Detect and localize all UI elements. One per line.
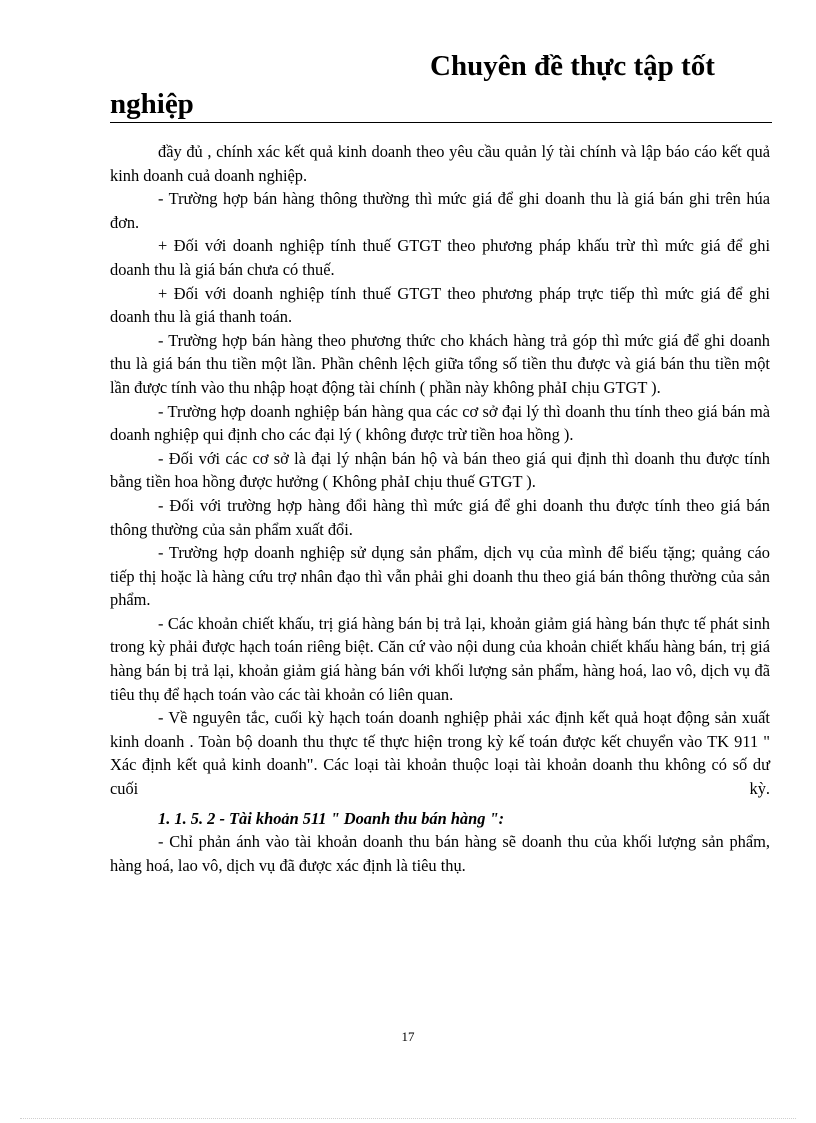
paragraph-continuation: đầy đủ , chính xác kết quả kinh doanh theo yêu cầu quản lý tài chính và lập báo cáo kết quả kinh doanh cuả doanh nghiệp.: [110, 142, 770, 185]
paragraph-normal-sale: - Trường hợp bán hàng thông thường thì mức giá để ghi doanh thu là giá bán ghi trên húa đơn.: [110, 189, 770, 232]
header-title-line2: nghiệp: [110, 88, 194, 120]
header-rule: [110, 122, 772, 123]
page-bottom-border: [20, 1118, 796, 1119]
paragraph-deduction-method: + Đối với doanh nghiệp tính thuế GTGT theo phương pháp khấu trừ thì mức giá để ghi doanh thu là giá bán chưa có thuế.: [110, 236, 770, 279]
paragraph-closing-principle: - Về nguyên tắc, cuối kỳ hạch toán doanh nghiệp phải xác định kết quả hoạt động sản xuất kinh doanh . Toàn bộ doanh thu thực tế thực hiện trong kỳ kế toán được kết chuyển vào TK 911 " Xác định kết quả kinh doanh". Các loại tài khoản thuộc loại tài khoản doanh thu không có số dư cuối kỳ.: [110, 708, 770, 799]
paragraph-direct-method: + Đối với doanh nghiệp tính thuế GTGT theo phương pháp trực tiếp thì mức giá để ghi doanh thu là giá thanh toán.: [110, 283, 770, 327]
header-title-line1: Chuyên đề thực tập tốt: [430, 50, 715, 82]
paragraph-agency-commission: - Đối với các cơ sở là đại lý nhận bán hộ và bán theo giá qui định thì doanh thu được tính bằng tiền hoa hồng được hưởng ( Không phảI chịu thuế GTGT ).: [110, 448, 770, 492]
paragraph-gifts: - Trường hợp doanh nghiệp sử dụng sản phẩm, dịch vụ của mình để biếu tặng; quảng cáo tiếp thị hoặc là hàng cứu trợ nhân đạo thì vẫn phải ghi doanh thu theo giá bán thông thường của sản phẩm.: [110, 543, 770, 610]
page-number: 17: [401, 1029, 415, 1044]
section-paragraph: - Chỉ phản ánh vào tài khoản doanh thu bán hàng sẽ doanh thu của khối lượng sản phẩm, hàng hoá, lao vô, dịch vụ đã được xác định là tiêu thụ.: [110, 832, 770, 875]
paragraph-installment: - Trường hợp bán hàng theo phương thức cho khách hàng trả góp thì mức giá để ghi doanh thu là giá bán thu tiền một lần. Phần chênh lệch giữa tổng số tiền thu được và giá bán thu tiền một lần được tính vào thu nhập hoạt động tài chính ( phần này không phảI chịu GTGT ).: [110, 330, 770, 397]
paragraph-barter: - Đối với trường hợp hàng đổi hàng thì mức giá để ghi doanh thu được tính theo giá bán thông thường của sản phẩm xuất đổi.: [110, 495, 770, 539]
document-body: [110, 140, 770, 877]
paragraph-agency-sale: - Trường hợp doanh nghiệp bán hàng qua các cơ sở đại lý thì doanh thu tính theo giá bán mà doanh nghiệp qui định cho các đại lý ( không được trừ tiền hoa hồng ).: [110, 401, 770, 445]
paragraph-discounts: - Các khoản chiết khấu, trị giá hàng bán bị trả lại, khoản giảm giá hàng bán thực tế phát sinh trong kỳ phải được hạch toán riêng biệt. Căn cứ vào nội dung của khoản chiết khấu hàng bán, trị giá hàng bán bị trả lại, khoản giảm giá hàng bán với khối lượng sản phẩm, hàng hoá, lao vô, dịch vụ đã tiêu thụ để hạch toán vào các tài khoản có liên quan.: [110, 613, 770, 704]
section-heading: 1. 1. 5. 2 - Tài khoản 511 " Doanh thu bán hàng ":: [158, 808, 505, 828]
